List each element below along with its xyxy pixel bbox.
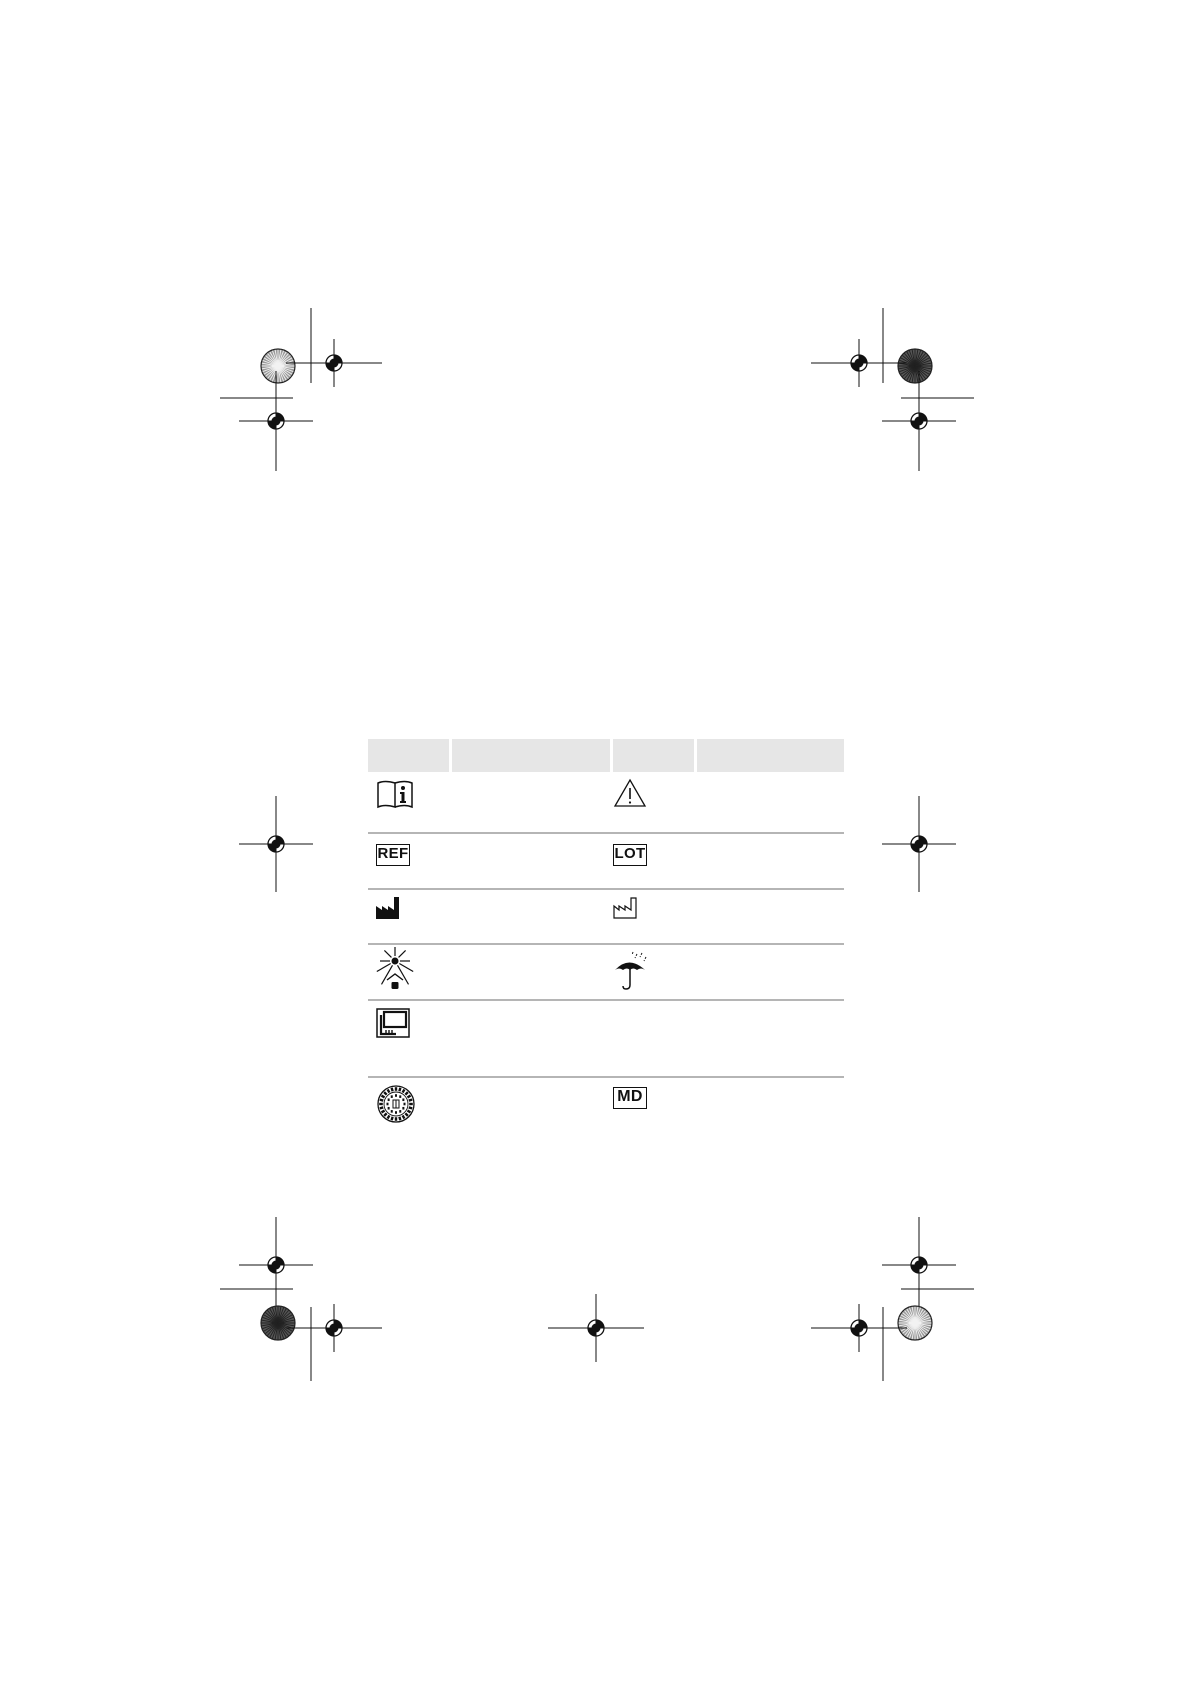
registration-mark — [882, 371, 956, 471]
registration-mark — [286, 1304, 382, 1352]
registration-mark — [811, 339, 907, 387]
color-bar-starburst — [898, 1306, 932, 1340]
registration-mark — [239, 1217, 313, 1313]
lot-batch-icon: LOT — [613, 844, 647, 866]
table-header-cell — [697, 739, 844, 772]
row-divider — [368, 832, 844, 834]
date-wheel-icon — [376, 1084, 416, 1124]
medical-device-icon: MD — [613, 1087, 647, 1109]
table-header-cell — [452, 739, 610, 772]
registration-mark — [811, 1304, 907, 1352]
row-divider — [368, 999, 844, 1001]
row-divider — [368, 1076, 844, 1078]
manufacturer-icon — [376, 897, 400, 919]
color-bar-starburst — [261, 1306, 295, 1340]
registration-mark — [239, 371, 313, 471]
table-header-cell — [613, 739, 694, 772]
registration-mark — [882, 1217, 956, 1313]
caution-warning-icon — [613, 778, 647, 808]
registration-mark — [239, 796, 313, 892]
registration-mark — [548, 1294, 644, 1362]
table-header-cell — [368, 739, 449, 772]
keep-dry-umbrella-icon — [613, 951, 651, 991]
color-bar-starburst — [261, 349, 295, 383]
registration-mark — [286, 339, 382, 387]
row-divider — [368, 888, 844, 890]
row-divider — [368, 943, 844, 945]
color-bar-starburst — [898, 349, 932, 383]
packaging-unit-icon — [376, 1008, 410, 1038]
date-of-manufacture-icon — [613, 897, 637, 919]
reference-number-icon: REF — [376, 844, 410, 866]
registration-mark — [882, 796, 956, 892]
keep-away-from-sunlight-icon — [374, 951, 416, 991]
instructions-for-use-icon — [376, 779, 414, 809]
